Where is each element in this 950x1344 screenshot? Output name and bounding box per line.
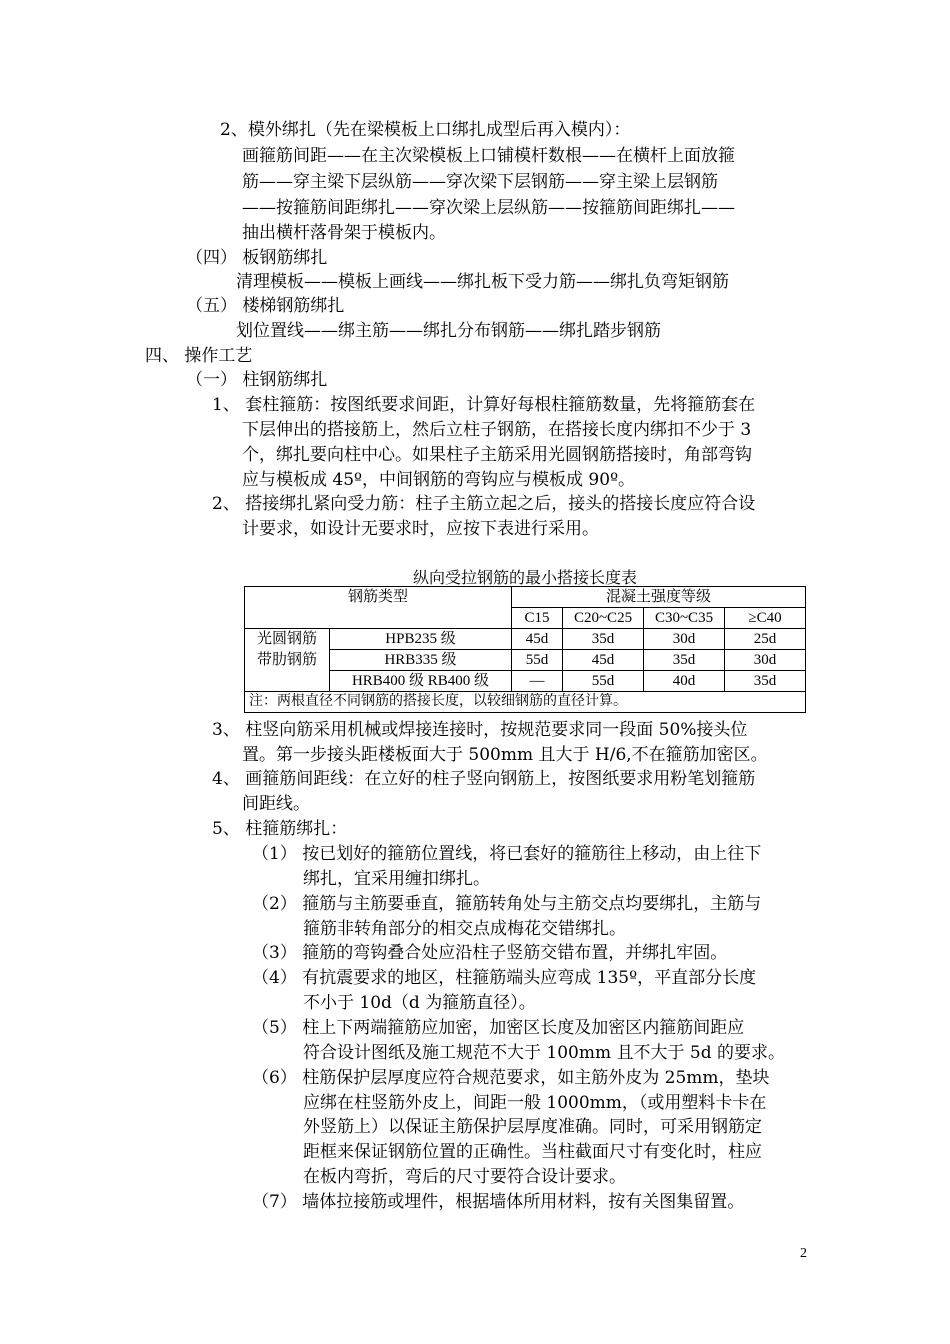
grade-cell: C30~C35 <box>644 608 725 629</box>
value-cell: 35d <box>725 671 806 692</box>
chapter-heading: 四、 操作工艺 <box>145 346 253 366</box>
value-cell: 45d <box>563 650 644 671</box>
text-line: 不小于 10d（d 为箍筋直径）。 <box>303 993 536 1013</box>
text-line: 3、 柱竖向筋采用机械或焊接连接时，按规范要求同一段面 50%接头位 <box>212 720 748 740</box>
text-line: （4） 有抗震要求的地区，柱箍筋端头应弯成 135º，平直部分长度 <box>252 968 757 988</box>
table-note: 注：两根直径不同钢筋的搭接长度，以较细钢筋的直径计算。 <box>245 692 806 713</box>
text-line: 置。第一步接头距楼板面大于 500mm 且大于 H/6,不在箍筋加密区。 <box>242 745 768 765</box>
text-line: 清理模板——模板上画线——绑扎板下受力筋——绑扎负弯矩钢筋 <box>236 272 729 292</box>
text-line: 在板内弯折，弯后的尺寸要符合设计要求。 <box>303 1167 626 1187</box>
text-line: 箍筋非转角部分的相交点成梅花交错绑扎。 <box>303 919 626 939</box>
page-number: 2 <box>800 1246 807 1261</box>
grade-cell: ≥C40 <box>725 608 806 629</box>
text-line: 间距线。 <box>242 794 310 814</box>
table-caption: 纵向受拉钢筋的最小搭接长度表 <box>412 568 637 587</box>
text-line: （7） 墙体拉接筋或埋件，根据墙体所用材料，按有关图集留置。 <box>252 1192 745 1212</box>
text-line: 应与模板成 45º，中间钢筋的弯钩应与模板成 90º。 <box>242 470 636 490</box>
category-cell <box>245 671 330 692</box>
text-line: （1） 按已划好的箍筋位置线，将已套好的箍筋往上移动，由上往下 <box>252 844 762 864</box>
value-cell: 30d <box>644 629 725 650</box>
text-line: 外竖筋上）以保证主筋保护层厚度准确。同时，可采用钢筋定 <box>303 1117 762 1137</box>
text-line: （2） 箍筋与主筋要垂直，箍筋转角处与主筋交点均要绑扎，主筋与 <box>252 894 762 914</box>
section-heading: （五） 楼梯钢筋绑扎 <box>186 296 345 316</box>
text-line: （6） 柱筋保护层厚度应符合规范要求，如主筋外皮为 25mm，垫块 <box>252 1068 770 1088</box>
text-line: 2、模外绑扎（先在梁模板上口绑扎成型后再入模内）： <box>220 120 631 140</box>
text-line: 符合设计图纸及施工规范不大于 100mm 且不大于 5d 的要求。 <box>303 1043 786 1063</box>
text-line: 划位置线——绑主筋——绑扎分布钢筋——绑扎踏步钢筋 <box>236 321 661 341</box>
text-line: 下层伸出的搭接筋上，然后立柱子钢筋，在搭接长度内绑扣不少于 3 <box>242 420 752 440</box>
text-line: 5、 柱箍筋绑扎： <box>212 819 348 839</box>
text-line: （3） 箍筋的弯钩叠合处应沿柱子竖筋交错布置，并绑扎牢固。 <box>252 943 728 963</box>
value-cell: 35d <box>644 650 725 671</box>
value-cell: 25d <box>725 629 806 650</box>
text-line: 4、 画箍筋间距线：在立好的柱子竖向钢筋上，按图纸要求用粉笔划箍筋 <box>212 769 756 789</box>
name-cell: HPB235 级 <box>330 629 512 650</box>
category-cell: 光圆钢筋 <box>245 629 330 650</box>
value-cell: 40d <box>644 671 725 692</box>
text-line: 筋——穿主梁下层纵筋——穿次梁下层钢筋——穿主梁上层钢筋 <box>242 172 718 192</box>
section-heading: （一） 柱钢筋绑扎 <box>186 370 328 390</box>
text-line: （5） 柱上下两端箍筋应加密，加密区长度及加密区内箍筋间距应 <box>252 1018 745 1038</box>
value-cell: 30d <box>725 650 806 671</box>
grade-cell: C20~C25 <box>563 608 644 629</box>
category-cell: 带肋钢筋 <box>245 650 330 671</box>
value-cell: — <box>512 671 563 692</box>
lap-length-table <box>244 586 806 713</box>
section-heading: （四） 板钢筋绑扎 <box>186 248 328 268</box>
text-line: 应绑在柱竖筋外皮上，间距一般 1000mm，（或用塑料卡卡在 <box>303 1093 767 1113</box>
name-cell: HRB335 级 <box>330 650 512 671</box>
value-cell: 35d <box>563 629 644 650</box>
text-line: 2、 搭接绑扎紧向受力筋：柱子主筋立起之后，接头的搭接长度应符合设 <box>212 494 756 514</box>
text-line: 1、 套柱箍筋：按图纸要求间距，计算好每根柱箍筋数量，先将箍筋套在 <box>212 395 756 415</box>
header-concrete-grade: 混凝土强度等级 <box>512 587 806 608</box>
value-cell: 55d <box>563 671 644 692</box>
text-line: 抽出横杆落骨架于模板内。 <box>242 223 446 243</box>
text-line: 计要求，如设计无要求时，应按下表进行采用。 <box>242 519 599 539</box>
text-line: 画箍筋间距——在主次梁模板上口铺模杆数根——在横杆上面放箍 <box>242 146 735 166</box>
text-line: ——按箍筋间距绑扎——穿次梁上层纵筋——按箍筋间距绑扎—— <box>242 198 735 218</box>
text-line: 绑扎，宜采用缠扣绑扎。 <box>303 869 490 889</box>
grade-cell: C15 <box>512 608 563 629</box>
text-line: 距框来保证钢筋位置的正确性。当柱截面尺寸有变化时，柱应 <box>303 1142 762 1162</box>
value-cell: 55d <box>512 650 563 671</box>
value-cell: 45d <box>512 629 563 650</box>
name-cell: HRB400 级 RB400 级 <box>330 671 512 692</box>
text-line: 个，绑扎要向柱中心。如果柱子主筋采用光圆钢筋搭接时，角部弯钩 <box>242 445 752 465</box>
header-rebar-type: 钢筋类型 <box>245 587 512 629</box>
